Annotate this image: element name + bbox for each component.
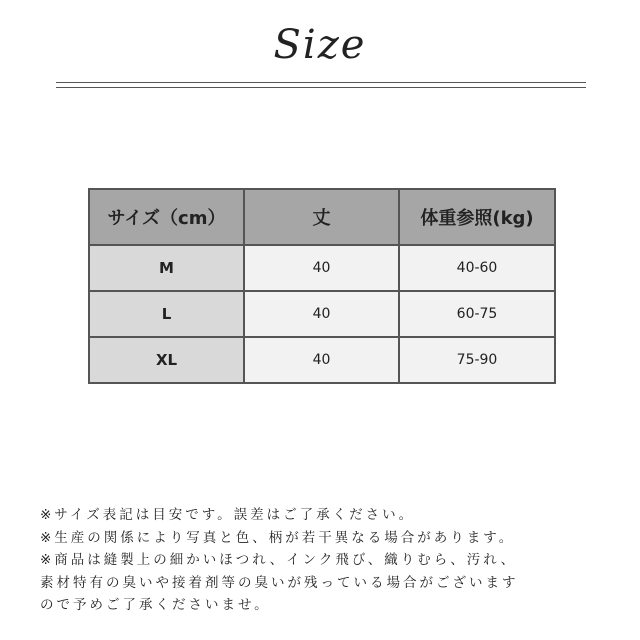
table-row [89,245,555,291]
note-line: ※生産の関係により写真と色、柄が若干異なる場合があります。 [40,529,516,546]
table-header-row [89,189,555,245]
note-line: ので予めご了承くださいませ。 [40,597,271,613]
table-row [89,337,555,383]
note-line: ※サイズ表記は目安です。誤差はご了承ください。 [40,507,416,523]
title-divider-top [56,82,586,83]
note-line: ※商品は縫製上の細かいほつれ、インク飛び、織りむら、汚れ、 [40,552,518,568]
size-cell: L [89,291,244,337]
weight-cell: 40-60 [399,245,555,291]
length-cell: 40 [244,337,399,383]
page-title: Size [273,22,367,68]
size-cell: XL [89,337,244,383]
header-size: サイズ（cm） [89,189,244,245]
table-row [89,291,555,337]
length-cell: 40 [244,245,399,291]
title-divider-bottom [56,87,586,88]
notes [40,504,620,617]
note-line: 素材特有の臭いや接着剤等の臭いが残っている場合がございます [40,574,519,591]
weight-cell: 75-90 [399,337,555,383]
size-cell: M [89,245,244,291]
header-length: 丈 [244,189,399,245]
length-cell: 40 [244,291,399,337]
weight-cell: 60-75 [399,291,555,337]
size-table [88,188,556,384]
header-weight: 体重参照(kg) [399,189,555,245]
